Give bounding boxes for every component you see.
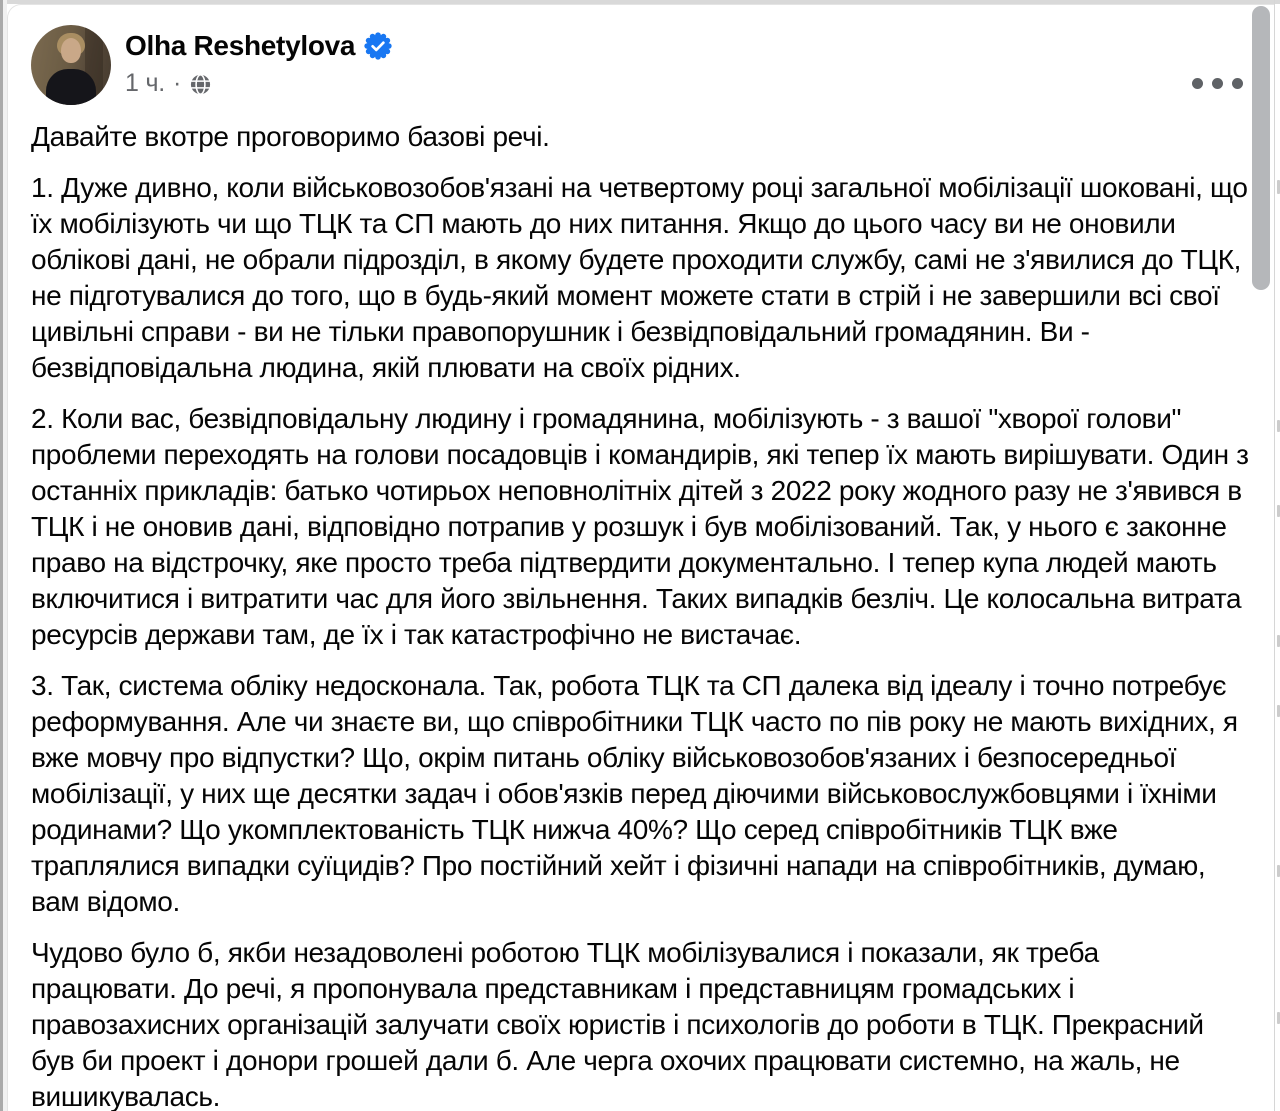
more-options-button[interactable] xyxy=(1182,63,1252,103)
meta-separator: · xyxy=(173,69,182,97)
author-name-link[interactable]: Olha Reshetylova xyxy=(125,30,356,61)
avatar-face xyxy=(61,38,81,63)
verified-badge-icon xyxy=(364,32,392,60)
post-paragraph: 1. Дуже дивно, коли військовозобов'язані на четвертому році загальної мобілізації шоковані, що їх мобілізують чи що ТЦК та СП мають до них питання. Якщо до цього часу ви не оновили облікові дані, не обрали підрозділ, в якому будете проходити службу, самі не з'явилися до ТЦК, не підготувалися до того, що в будь-який момент можете стати в стрій і не завершили всі свої цивільні справи - ви не тільки правопорушник і безвідповідальний громадянин. Ви - безвідповідальна людина, якій плювати на своїх рідних. xyxy=(31,172,1248,383)
avatar[interactable] xyxy=(31,25,111,105)
post-paragraph: 3. Так, система обліку недосконала. Так, робота ТЦК та СП далека від ідеалу і точно потребує реформування. Але чи знаєте ви, що співробітники ТЦК часто по пів року не мають вихідних, я вже мовчу про відпустки? Що, окрім питань обліку військовозобов'язаних і безпосередньої мобілізації, у них ще десятки задач і обов'язків перед діючими військовослужбовцями і їхніми родинами? Що укомплектованість ТЦК нижча 40%? Що серед співробітників ТЦК вже траплялися випадки суїцидів? Про постійний хейт і фізичні напади на співробітників, думаю, вам відомо. xyxy=(31,670,1238,917)
post-card xyxy=(7,4,1274,1111)
globe-icon xyxy=(189,73,212,96)
name-row xyxy=(125,30,392,62)
scrollbar-thumb[interactable] xyxy=(1252,6,1270,290)
avatar-torso xyxy=(46,69,96,105)
author-block xyxy=(125,25,392,98)
post-paragraph: Чудово було б, якби незадоволені роботою ТЦК мобілізувалися і показали, як треба працювати. До речі, я пропонувала представникам і представницям громадських і правозахисних організацій залучати своїх юристів і психологів до роботи в ТЦК. Прекрасний був би проект і донори грошей дали б. Але черга охочих працювати системно, на жаль, не вишикувалась. xyxy=(31,937,1204,1111)
timestamp[interactable]: 1 ч. xyxy=(125,69,166,97)
right-panel-divider xyxy=(1274,0,1275,1111)
post-header xyxy=(31,25,1274,107)
post-meta xyxy=(125,69,392,98)
three-dots-icon xyxy=(1192,78,1203,89)
post-body xyxy=(31,119,1249,1111)
post-paragraph: 2. Коли вас, безвідповідальну людину і громадянина, мобілізують - з вашої "хворої голови" проблеми переходять на голови посадовців і командирів, які тепер їх мають вирішувати. Один з останніх прикладів: батько чотирьох неповнолітніх дітей з 2022 року жодного разу не з'явився в ТЦК і не оновив дані, відповідно потрапив у розшук і був мобілізований. Так, у нього є законне право на відстрочку, яке просто треба підтвердити документально. І тепер купа людей мають включитися і витратити час для його звільнення. Таких випадків безліч. Це колосальна витрата ресурсів держави там, де їх і так катастрофічно не вистачає. xyxy=(31,403,1249,650)
post-paragraph: Давайте вкотре проговоримо базові речі. xyxy=(31,121,550,152)
